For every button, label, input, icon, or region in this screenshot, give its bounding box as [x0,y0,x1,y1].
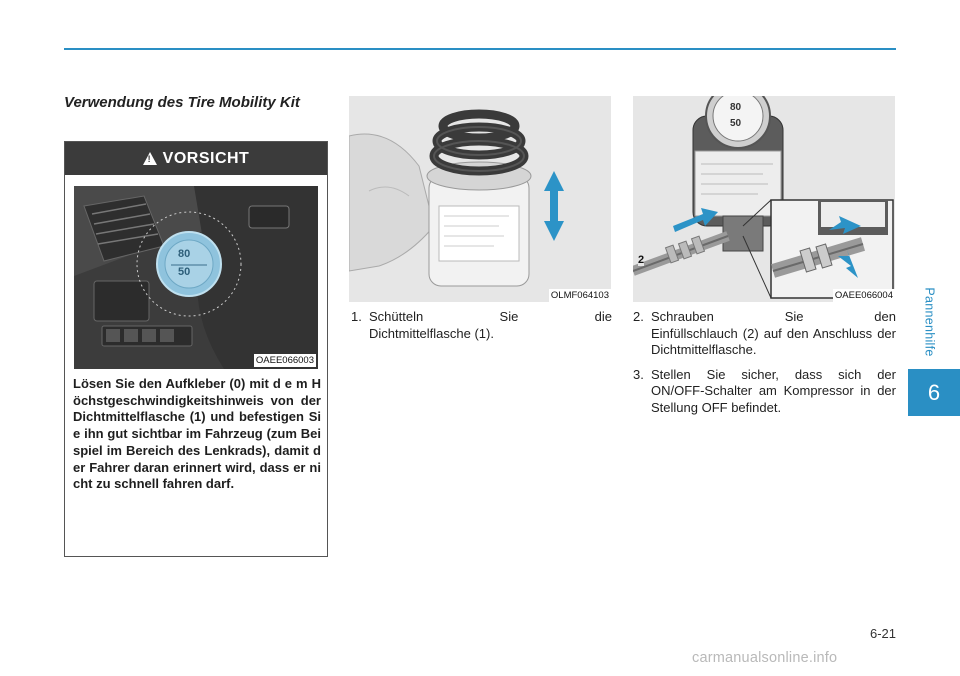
sticker-top-value: 80 [178,248,191,260]
step-item [633,367,896,417]
top-rule [64,48,896,50]
step-text: Schütteln Sie die Dichtmittelflasche (1). [369,309,612,341]
steps-column-right [633,309,896,424]
dashboard-sticker-illustration [74,186,318,369]
hose-connection-drawing [633,96,895,302]
figure-code: OAEE066004 [834,290,893,301]
shake-bottle-drawing [349,96,611,302]
gauge-top-value: 80 [730,102,742,113]
step-text: Schrauben Sie den Einfüllschlauch (2) auf den Anschluss der Dichtmittelflasche. [651,309,896,357]
step-number: 3. [633,366,644,382]
step-item [351,309,612,342]
caution-title: VORSICHT [162,149,250,167]
shake-bottle-figure [349,96,611,302]
page-number: 6-21 [869,626,896,641]
step-number: 2. [633,309,644,324]
caution-header [65,142,327,175]
hose-connection-figure [633,96,895,302]
gauge-bottom-value: 50 [730,118,742,129]
step-number: 1. [351,309,362,324]
warning-triangle-icon [143,152,157,165]
section-heading: Verwendung des Tire Mobility Kit [64,94,300,111]
step-text: Stellen Sie sicher, dass sich der ON/OFF-Schalter am Kompressor in der Stellung OFF befindet. [651,366,896,415]
sticker-bottom-value: 50 [178,266,191,278]
caution-box [64,141,328,557]
hose-callout-number: 2 [638,254,645,266]
image-code: OAEE066003 [255,355,314,366]
section-side-label: Pannenhilfe [923,287,938,357]
dashboard-drawing [74,186,318,369]
caution-text: Lösen Sie den Aufkleber (0) mit d e m Höchstgeschwindigkeitshinweis von der Dichtmittelflasche (1) und befestigen Sie ihn gut sichtbar im Fahrzeug (zum Beispiel im Bereich des Lenkrads), damit der Fahrer daran erinnert wird, dass er nicht zu schnell fahren darf. [73,376,321,492]
figure-code: OLMF064103 [550,290,609,301]
chapter-tab: 6 [908,369,960,416]
steps-column-left [351,309,612,350]
watermark: carmanualsonline.info [692,650,838,666]
step-item [633,309,896,359]
